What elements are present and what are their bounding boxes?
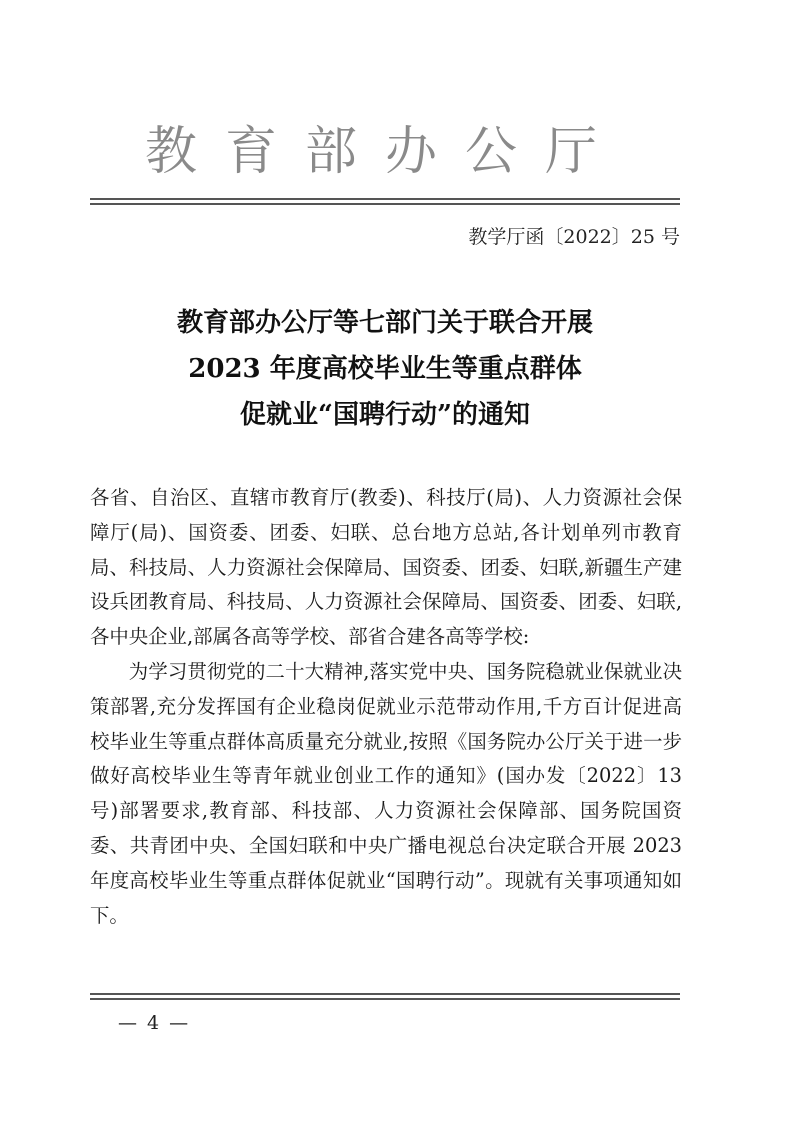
page-number: — 4 —: [118, 1012, 191, 1034]
document-number: 教学厅函〔2022〕25 号: [468, 226, 680, 248]
addressee-paragraph: 各省、自治区、直辖市教育厅(教委)、科技厅(局)、人力资源社会保障厅(局)、国资委、团委、妇联、总台地方总站,各计划单列市教育局、科技局、人力资源社会保障局、国资委、团委、妇联,新疆生产建设兵团教育局、科技局、人力资源社会保障局、国资委、团委、妇联,各中央企业,部属各高等学校、部省合建各高等学校:: [90, 486, 682, 649]
title-line-1: 教育部办公厅等七部门关于联合开展: [176, 308, 593, 338]
body-paragraph: 为学习贯彻党的二十大精神,落实党中央、国务院稳就业保就业决策部署,充分发挥国有企业稳岗促就业示范带动作用,千方百计促进高校毕业生等重点群体高质量充分就业,按照《国务院办公厅关于进一步做好高校毕业生等青年就业创业工作的通知》(国办发〔2022〕13 号)部署要求,教育部、科技部、人力资源社会保障部、国务院国资委、共青团中央、全国妇联和中央广播电视总台决定联合开展 2023 年度高校毕业生等重点群体促就业“国聘行动”。现就有关事项通知如下。: [90, 659, 682, 927]
header-divider: [90, 198, 680, 205]
document-body: [90, 481, 682, 933]
issuer-header: 教育部办公厅: [144, 122, 625, 182]
document-title: [90, 300, 680, 438]
title-line-2: 2023 年度高校毕业生等重点群体: [188, 354, 582, 384]
footer-divider: [90, 993, 680, 1000]
title-line-3: 促就业“国聘行动”的通知: [240, 400, 530, 430]
